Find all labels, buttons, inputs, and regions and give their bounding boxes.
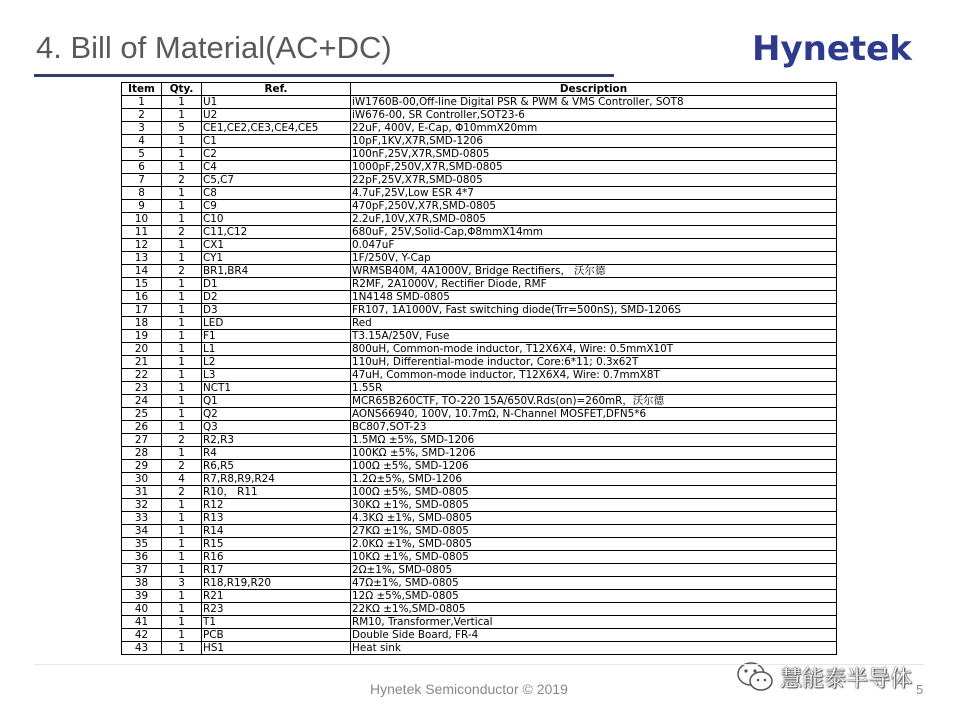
title-underline <box>34 74 614 77</box>
description-cell: RM10, Transformer,Vertical <box>351 616 837 629</box>
ref-cell: C1 <box>202 135 351 148</box>
qty-cell: 2 <box>162 226 202 239</box>
item-cell: 35 <box>122 538 162 551</box>
ref-cell: R12 <box>202 499 351 512</box>
qty-cell: 1 <box>162 291 202 304</box>
item-cell: 28 <box>122 447 162 460</box>
item-cell: 24 <box>122 395 162 408</box>
item-cell: 40 <box>122 603 162 616</box>
table-row <box>122 629 837 642</box>
description-cell: 470pF,250V,X7R,SMD-0805 <box>351 200 837 213</box>
item-cell: 30 <box>122 473 162 486</box>
item-cell: 27 <box>122 434 162 447</box>
ref-cell: C2 <box>202 148 351 161</box>
ref-cell: CE1,CE2,CE3,CE4,CE5 <box>202 122 351 135</box>
item-cell: 12 <box>122 239 162 252</box>
ref-cell: L1 <box>202 343 351 356</box>
item-cell: 14 <box>122 265 162 278</box>
description-cell: 1.2Ω±5%, SMD-1206 <box>351 473 837 486</box>
item-cell: 13 <box>122 252 162 265</box>
qty-cell: 4 <box>162 473 202 486</box>
item-cell: 11 <box>122 226 162 239</box>
table-row <box>122 96 837 109</box>
description-cell: 2.0KΩ ±1%, SMD-0805 <box>351 538 837 551</box>
description-cell: 4.3KΩ ±1%, SMD-0805 <box>351 512 837 525</box>
qty-cell: 1 <box>162 564 202 577</box>
ref-cell: R16 <box>202 551 351 564</box>
item-cell: 19 <box>122 330 162 343</box>
qty-cell: 1 <box>162 343 202 356</box>
page-number: 5 <box>916 682 924 697</box>
item-cell: 42 <box>122 629 162 642</box>
item-cell: 22 <box>122 369 162 382</box>
item-cell: 39 <box>122 590 162 603</box>
item-cell: 2 <box>122 109 162 122</box>
ref-cell: D3 <box>202 304 351 317</box>
qty-cell: 1 <box>162 239 202 252</box>
ref-cell: R4 <box>202 447 351 460</box>
wechat-watermark <box>736 660 912 694</box>
qty-cell: 1 <box>162 330 202 343</box>
qty-cell: 1 <box>162 356 202 369</box>
ref-cell: C10 <box>202 213 351 226</box>
table-row <box>122 382 837 395</box>
ref-cell: R14 <box>202 525 351 538</box>
item-cell: 9 <box>122 200 162 213</box>
qty-cell: 1 <box>162 148 202 161</box>
hynetek-logo <box>752 26 912 72</box>
ref-cell: U2 <box>202 109 351 122</box>
qty-cell: 1 <box>162 369 202 382</box>
table-row <box>122 447 837 460</box>
ref-cell: T1 <box>202 616 351 629</box>
table-row <box>122 161 837 174</box>
table-row <box>122 304 837 317</box>
qty-cell: 1 <box>162 447 202 460</box>
ref-cell: R23 <box>202 603 351 616</box>
bom-table-body <box>122 96 837 655</box>
table-row <box>122 200 837 213</box>
description-cell: BC807,SOT-23 <box>351 421 837 434</box>
ref-cell: L2 <box>202 356 351 369</box>
qty-cell: 1 <box>162 96 202 109</box>
qty-cell: 3 <box>162 577 202 590</box>
qty-cell: 1 <box>162 213 202 226</box>
table-row <box>122 122 837 135</box>
description-cell: 100Ω ±5%, SMD-0805 <box>351 486 837 499</box>
bom-table <box>121 82 837 655</box>
description-cell: 110uH, Differential-mode inductor, Core:6*11; 0.3x62T <box>351 356 837 369</box>
ref-cell: R2,R3 <box>202 434 351 447</box>
item-cell: 5 <box>122 148 162 161</box>
item-cell: 23 <box>122 382 162 395</box>
item-cell: 20 <box>122 343 162 356</box>
ref-cell: R21 <box>202 590 351 603</box>
qty-cell: 1 <box>162 525 202 538</box>
item-cell: 10 <box>122 213 162 226</box>
qty-cell: 1 <box>162 408 202 421</box>
item-cell: 17 <box>122 304 162 317</box>
description-cell: 10KΩ ±1%, SMD-0805 <box>351 551 837 564</box>
table-row <box>122 356 837 369</box>
item-cell: 33 <box>122 512 162 525</box>
ref-cell: CY1 <box>202 252 351 265</box>
table-row <box>122 252 837 265</box>
ref-cell: HS1 <box>202 642 351 655</box>
ref-cell: Q2 <box>202 408 351 421</box>
ref-cell: R13 <box>202 512 351 525</box>
description-cell: 27KΩ ±1%, SMD-0805 <box>351 525 837 538</box>
table-row <box>122 187 837 200</box>
item-cell: 4 <box>122 135 162 148</box>
description-cell: 100KΩ ±5%, SMD-1206 <box>351 447 837 460</box>
item-cell: 7 <box>122 174 162 187</box>
ref-cell: R17 <box>202 564 351 577</box>
ref-cell: U1 <box>202 96 351 109</box>
table-row <box>122 590 837 603</box>
table-row <box>122 434 837 447</box>
qty-cell: 1 <box>162 499 202 512</box>
qty-cell: 1 <box>162 616 202 629</box>
qty-cell: 1 <box>162 161 202 174</box>
description-cell: 1.5MΩ ±5%, SMD-1206 <box>351 434 837 447</box>
table-row <box>122 278 837 291</box>
table-row <box>122 135 837 148</box>
footer-divider <box>34 664 924 665</box>
ref-cell: R18,R19,R20 <box>202 577 351 590</box>
header-qty: Qty. <box>162 83 202 96</box>
description-cell: AONS66940, 100V, 10.7mΩ, N-Channel MOSFET,DFN5*6 <box>351 408 837 421</box>
description-cell: 1.55R <box>351 382 837 395</box>
ref-cell: L3 <box>202 369 351 382</box>
description-cell: 30KΩ ±1%, SMD-0805 <box>351 499 837 512</box>
item-cell: 34 <box>122 525 162 538</box>
header-description: Description <box>351 83 837 96</box>
description-cell: Double Side Board, FR-4 <box>351 629 837 642</box>
table-row <box>122 616 837 629</box>
ref-cell: NCT1 <box>202 382 351 395</box>
item-cell: 6 <box>122 161 162 174</box>
qty-cell: 2 <box>162 486 202 499</box>
qty-cell: 1 <box>162 278 202 291</box>
description-cell: iW1760B-00,Off-line Digital PSR & PWM & VMS Controller, SOT8 <box>351 96 837 109</box>
qty-cell: 2 <box>162 265 202 278</box>
qty-cell: 1 <box>162 395 202 408</box>
ref-cell: C11,C12 <box>202 226 351 239</box>
item-cell: 36 <box>122 551 162 564</box>
table-row <box>122 317 837 330</box>
qty-cell: 1 <box>162 538 202 551</box>
table-row <box>122 421 837 434</box>
description-cell: 680uF, 25V,Solid-Cap,Φ8mmX14mm <box>351 226 837 239</box>
item-cell: 32 <box>122 499 162 512</box>
qty-cell: 1 <box>162 317 202 330</box>
description-cell: 2Ω±1%, SMD-0805 <box>351 564 837 577</box>
table-row <box>122 343 837 356</box>
ref-cell: Q3 <box>202 421 351 434</box>
description-cell: 800uH, Common-mode inductor, T12X6X4, Wire: 0.5mmX10T <box>351 343 837 356</box>
ref-cell: F1 <box>202 330 351 343</box>
table-row <box>122 226 837 239</box>
description-cell: T3.15A/250V, Fuse <box>351 330 837 343</box>
ref-cell: C5,C7 <box>202 174 351 187</box>
item-cell: 16 <box>122 291 162 304</box>
qty-cell: 1 <box>162 603 202 616</box>
description-cell: iW676-00, SR Controller,SOT23-6 <box>351 109 837 122</box>
bom-table-container <box>121 82 836 655</box>
description-cell: 12Ω ±5%,SMD-0805 <box>351 590 837 603</box>
table-row <box>122 525 837 538</box>
item-cell: 37 <box>122 564 162 577</box>
qty-cell: 1 <box>162 382 202 395</box>
table-row <box>122 538 837 551</box>
description-cell: 22pF,25V,X7R,SMD-0805 <box>351 174 837 187</box>
table-header-row <box>122 83 837 96</box>
description-cell: 1F/250V, Y-Cap <box>351 252 837 265</box>
table-row <box>122 642 837 655</box>
qty-cell: 1 <box>162 187 202 200</box>
item-cell: 1 <box>122 96 162 109</box>
qty-cell: 1 <box>162 551 202 564</box>
description-cell: 4.7uF,25V,Low ESR 4*7 <box>351 187 837 200</box>
qty-cell: 1 <box>162 590 202 603</box>
ref-cell: BR1,BR4 <box>202 265 351 278</box>
item-cell: 3 <box>122 122 162 135</box>
description-cell: 22KΩ ±1%,SMD-0805 <box>351 603 837 616</box>
table-row <box>122 499 837 512</box>
ref-cell: LED <box>202 317 351 330</box>
ref-cell: R10， R11 <box>202 486 351 499</box>
item-cell: 26 <box>122 421 162 434</box>
wechat-icon <box>736 660 774 694</box>
qty-cell: 2 <box>162 434 202 447</box>
description-cell: MCR65B260CTF, TO-220 15A/650V.Rds(on)=260mR，沃尔德 <box>351 395 837 408</box>
ref-cell: R7,R8,R9,R24 <box>202 473 351 486</box>
item-cell: 15 <box>122 278 162 291</box>
table-row <box>122 395 837 408</box>
item-cell: 43 <box>122 642 162 655</box>
qty-cell: 1 <box>162 109 202 122</box>
qty-cell: 1 <box>162 252 202 265</box>
item-cell: 25 <box>122 408 162 421</box>
slide-title: 4. Bill of Material(AC+DC) <box>36 30 392 65</box>
ref-cell: PCB <box>202 629 351 642</box>
description-cell: 2.2uF,10V,X7R,SMD-0805 <box>351 213 837 226</box>
table-row <box>122 473 837 486</box>
description-cell: 1N4148 SMD-0805 <box>351 291 837 304</box>
table-row <box>122 213 837 226</box>
item-cell: 8 <box>122 187 162 200</box>
qty-cell: 2 <box>162 460 202 473</box>
ref-cell: D1 <box>202 278 351 291</box>
qty-cell: 1 <box>162 642 202 655</box>
description-cell: 10pF,1KV,X7R,SMD-1206 <box>351 135 837 148</box>
ref-cell: CX1 <box>202 239 351 252</box>
table-row <box>122 551 837 564</box>
qty-cell: 5 <box>162 122 202 135</box>
description-cell: 0.047uF <box>351 239 837 252</box>
qty-cell: 1 <box>162 512 202 525</box>
table-row <box>122 109 837 122</box>
description-cell: R2MF, 2A1000V, Rectifier Diode, RMF <box>351 278 837 291</box>
footer-copyright: Hynetek Semiconductor © 2019 <box>370 681 568 697</box>
description-cell: FR107, 1A1000V, Fast switching diode(Trr=500nS), SMD-1206S <box>351 304 837 317</box>
table-row <box>122 369 837 382</box>
table-row <box>122 577 837 590</box>
watermark-text: 慧能泰半导体 <box>780 666 913 692</box>
item-cell: 29 <box>122 460 162 473</box>
logo-text: Hynetek <box>752 29 912 69</box>
qty-cell: 1 <box>162 421 202 434</box>
qty-cell: 1 <box>162 135 202 148</box>
description-cell: 100Ω ±5%, SMD-1206 <box>351 460 837 473</box>
description-cell: Red <box>351 317 837 330</box>
description-cell: Heat sink <box>351 642 837 655</box>
table-row <box>122 408 837 421</box>
item-cell: 31 <box>122 486 162 499</box>
ref-cell: C8 <box>202 187 351 200</box>
qty-cell: 1 <box>162 629 202 642</box>
table-row <box>122 291 837 304</box>
description-cell: 47Ω±1%, SMD-0805 <box>351 577 837 590</box>
table-row <box>122 174 837 187</box>
table-row <box>122 564 837 577</box>
header-item: Item <box>122 83 162 96</box>
ref-cell: C4 <box>202 161 351 174</box>
header-ref: Ref. <box>202 83 351 96</box>
item-cell: 18 <box>122 317 162 330</box>
table-row <box>122 239 837 252</box>
description-cell: 1000pF,250V,X7R,SMD-0805 <box>351 161 837 174</box>
description-cell: WRMSB40M, 4A1000V, Bridge Rectifiers， 沃尔德 <box>351 265 837 278</box>
item-cell: 41 <box>122 616 162 629</box>
table-row <box>122 148 837 161</box>
item-cell: 21 <box>122 356 162 369</box>
table-row <box>122 460 837 473</box>
description-cell: 47uH, Common-mode inductor, T12X6X4, Wire: 0.7mmX8T <box>351 369 837 382</box>
table-row <box>122 486 837 499</box>
table-row <box>122 603 837 616</box>
ref-cell: R15 <box>202 538 351 551</box>
ref-cell: Q1 <box>202 395 351 408</box>
ref-cell: D2 <box>202 291 351 304</box>
table-row <box>122 512 837 525</box>
qty-cell: 1 <box>162 200 202 213</box>
description-cell: 100nF,25V,X7R,SMD-0805 <box>351 148 837 161</box>
table-row <box>122 330 837 343</box>
description-cell: 22uF, 400V, E-Cap, Φ10mmX20mm <box>351 122 837 135</box>
ref-cell: R6,R5 <box>202 460 351 473</box>
qty-cell: 1 <box>162 304 202 317</box>
item-cell: 38 <box>122 577 162 590</box>
table-row <box>122 265 837 278</box>
qty-cell: 2 <box>162 174 202 187</box>
ref-cell: C9 <box>202 200 351 213</box>
